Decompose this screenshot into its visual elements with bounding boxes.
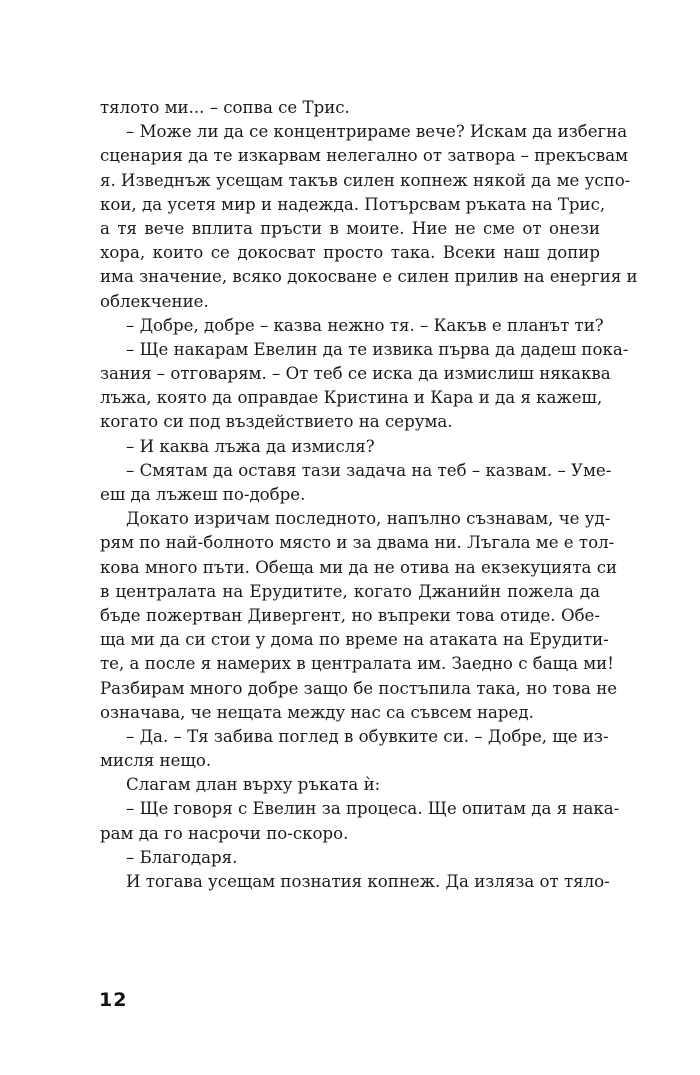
page-number: 12 xyxy=(99,989,128,1011)
text-line: Разбирам много добре защо бе постъпила така, но това не xyxy=(100,678,618,698)
text-line: в централата на Ерудитите, когато Джанийн пожела да xyxy=(100,581,600,601)
body-text xyxy=(100,96,638,894)
text-line: хора, които се докосват просто така. Всеки наш допир xyxy=(100,243,600,263)
text-line: рям по най-болното място и за двама ни. Лъгала ме е тол- xyxy=(100,533,615,553)
text-line: И тогава усещам познатия копнеж. Да изляза от тяло- xyxy=(126,872,610,891)
text-line: тялото ми... – сопва се Трис. xyxy=(100,98,350,117)
text-line: облекчение. xyxy=(100,291,209,311)
text-line: Докато изричам последното, напълно съзнавам, че уд- xyxy=(126,509,611,529)
text-line: еш да лъжеш по-добре. xyxy=(100,485,306,504)
text-line: когато си под въздействието на серума. xyxy=(100,412,453,432)
text-line: сценария да те изкарвам нелегално от затвора – прекъсвам xyxy=(100,146,629,166)
text-line: Слагам длан върху ръката ѝ: xyxy=(126,775,381,795)
text-line: – И каква лъжа да измисля? xyxy=(126,436,375,456)
text-line: кова много пъти. Обеща ми да не отива на екзекуцията си xyxy=(100,557,618,577)
text-line: – Добре, добре – казва нежно тя. – Какъв е планът ти? xyxy=(126,315,604,335)
text-line: рам да го насрочи по-скоро. xyxy=(100,823,349,843)
text-line: зания – отговарям. – От теб се иска да измислиш някаква xyxy=(100,364,611,384)
text-line: – Ще говоря с Евелин за процеса. Ще опитам да я нака- xyxy=(126,799,620,819)
text-line: я. Изведнъж усещам такъв силен копнеж някой да ме успо- xyxy=(100,170,631,190)
text-line: – Да. – Тя забива поглед в обувките си. – Добре, ще из- xyxy=(126,726,609,746)
text-line: кои, да усетя мир и надежда. Потърсвам ръката на Трис, xyxy=(100,194,606,214)
text-line: бъде пожертван Дивергент, но въпреки това отиде. Обе- xyxy=(100,605,600,625)
text-line: а тя вече вплита пръсти в моите. Ние не сме от онези xyxy=(100,218,600,238)
text-line: те, а после я намерих в централата им. Заедно с баща ми! xyxy=(100,654,614,674)
text-line: има значение, всяко докосване е силен прилив на енергия и xyxy=(100,267,638,287)
text-line: мисля нещо. xyxy=(100,751,212,771)
text-line: – Благодаря. xyxy=(126,847,238,867)
text-line: лъжа, която да оправдае Кристина и Кара и да я кажеш, xyxy=(100,388,603,408)
text-line: ща ми да си стои у дома по време на атаката на Ерудити- xyxy=(100,630,609,650)
text-line: – Ще накарам Евелин да те извика първа да дадеш пока- xyxy=(126,339,629,359)
text-line: – Може ли да се концентрираме вече? Искам да избегна xyxy=(126,122,628,142)
text-line: – Смятам да оставя тази задача на теб – казвам. – Уме- xyxy=(126,460,612,480)
text-line: означава, че нещата между нас са съвсем наред. xyxy=(100,702,534,722)
